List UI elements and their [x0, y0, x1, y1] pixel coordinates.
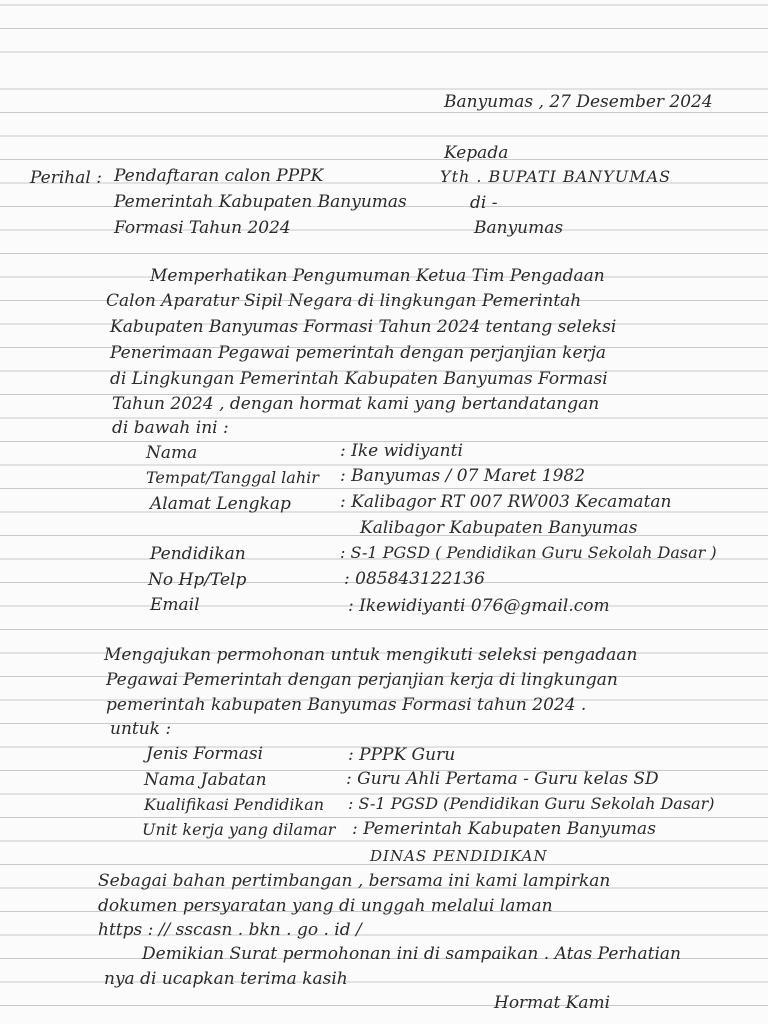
closing-line: Sebagai bahan pertimbangan , bersama ini kami lampirkan	[98, 871, 611, 891]
hp-label: No Hp/Telp	[148, 570, 247, 590]
unit-value-cont: DINAS PENDIDIKAN	[370, 847, 548, 865]
closing-url: https : // sscasn . bkn . go . id /	[98, 920, 362, 940]
intro-line: Penerimaan Pegawai pemerintah dengan perjanjian kerja	[110, 343, 607, 363]
place-date: Banyumas , 27 Desember 2024	[444, 92, 713, 112]
alamat-value: : Kalibagor RT 007 RW003 Kecamatan	[340, 492, 672, 512]
request-line: pemerintah kabupaten Banyumas Formasi tahun 2024 .	[106, 695, 587, 715]
jabatan-label: Nama Jabatan	[144, 770, 267, 790]
unit-value: : Pemerintah Kabupaten Banyumas	[352, 819, 656, 839]
jabatan-value: : Guru Ahli Pertama - Guru kelas SD	[346, 769, 659, 789]
unit-label: Unit kerja yang dilamar	[142, 820, 336, 839]
hp-value: : 085843122136	[344, 569, 485, 589]
request-line: untuk :	[110, 719, 172, 739]
alamat-value-cont: Kalibagor Kabupaten Banyumas	[360, 518, 638, 538]
email-value: : Ikewidiyanti 076@gmail.com	[348, 596, 610, 616]
jenis-value: : PPPK Guru	[348, 745, 456, 765]
jenis-label: Jenis Formasi	[146, 744, 264, 764]
intro-line: Memperhatikan Pengumuman Ketua Tim Pengadaan	[150, 266, 605, 286]
perihal-line: Pemerintah Kabupaten Banyumas	[114, 192, 407, 212]
request-line: Mengajukan permohonan untuk mengikuti seleksi pengadaan	[104, 645, 638, 665]
recipient-kepada: Kepada	[444, 143, 509, 163]
recipient-city: Banyumas	[474, 218, 564, 238]
alamat-label: Alamat Lengkap	[150, 494, 291, 514]
ttl-label: Tempat/Tanggal lahir	[146, 468, 319, 487]
nama-value: : Ike widiyanti	[340, 441, 463, 461]
intro-line: Tahun 2024 , dengan hormat kami yang bertandatangan	[112, 394, 600, 414]
perihal-line: Pendaftaran calon PPPK	[114, 166, 324, 186]
closing-line: Demikian Surat permohonan ini di sampaikan . Atas Perhatian	[142, 944, 681, 964]
closing-line: nya di ucapkan terima kasih	[104, 969, 348, 989]
perihal-line: Formasi Tahun 2024	[114, 218, 291, 238]
intro-line: di Lingkungan Pemerintah Kabupaten Banyumas Formasi	[110, 369, 608, 389]
kualifikasi-label: Kualifikasi Pendidikan	[144, 795, 325, 814]
ttl-value: : Banyumas / 07 Maret 1982	[340, 466, 586, 486]
perihal-label: Perihal :	[30, 168, 102, 188]
pendidikan-label: Pendidikan	[150, 544, 246, 564]
kualifikasi-value: : S-1 PGSD (Pendidikan Guru Sekolah Dasar)	[348, 794, 715, 813]
signoff: Hormat Kami	[494, 993, 611, 1013]
recipient-di: di -	[470, 193, 498, 213]
intro-line: Calon Aparatur Sipil Negara di lingkungan Pemerintah	[106, 291, 582, 311]
request-line: Pegawai Pemerintah dengan perjanjian kerja di lingkungan	[106, 670, 618, 690]
nama-label: Nama	[146, 443, 198, 463]
intro-line: di bawah ini :	[112, 418, 229, 438]
recipient-yth: Yth . BUPATI BANYUMAS	[440, 167, 672, 186]
pendidikan-value: : S-1 PGSD ( Pendidikan Guru Sekolah Dasar )	[340, 543, 717, 562]
email-label: Email	[150, 595, 200, 615]
closing-line: dokumen persyaratan yang di unggah melalui laman	[98, 896, 553, 916]
intro-line: Kabupaten Banyumas Formasi Tahun 2024 tentang seleksi	[110, 317, 617, 337]
